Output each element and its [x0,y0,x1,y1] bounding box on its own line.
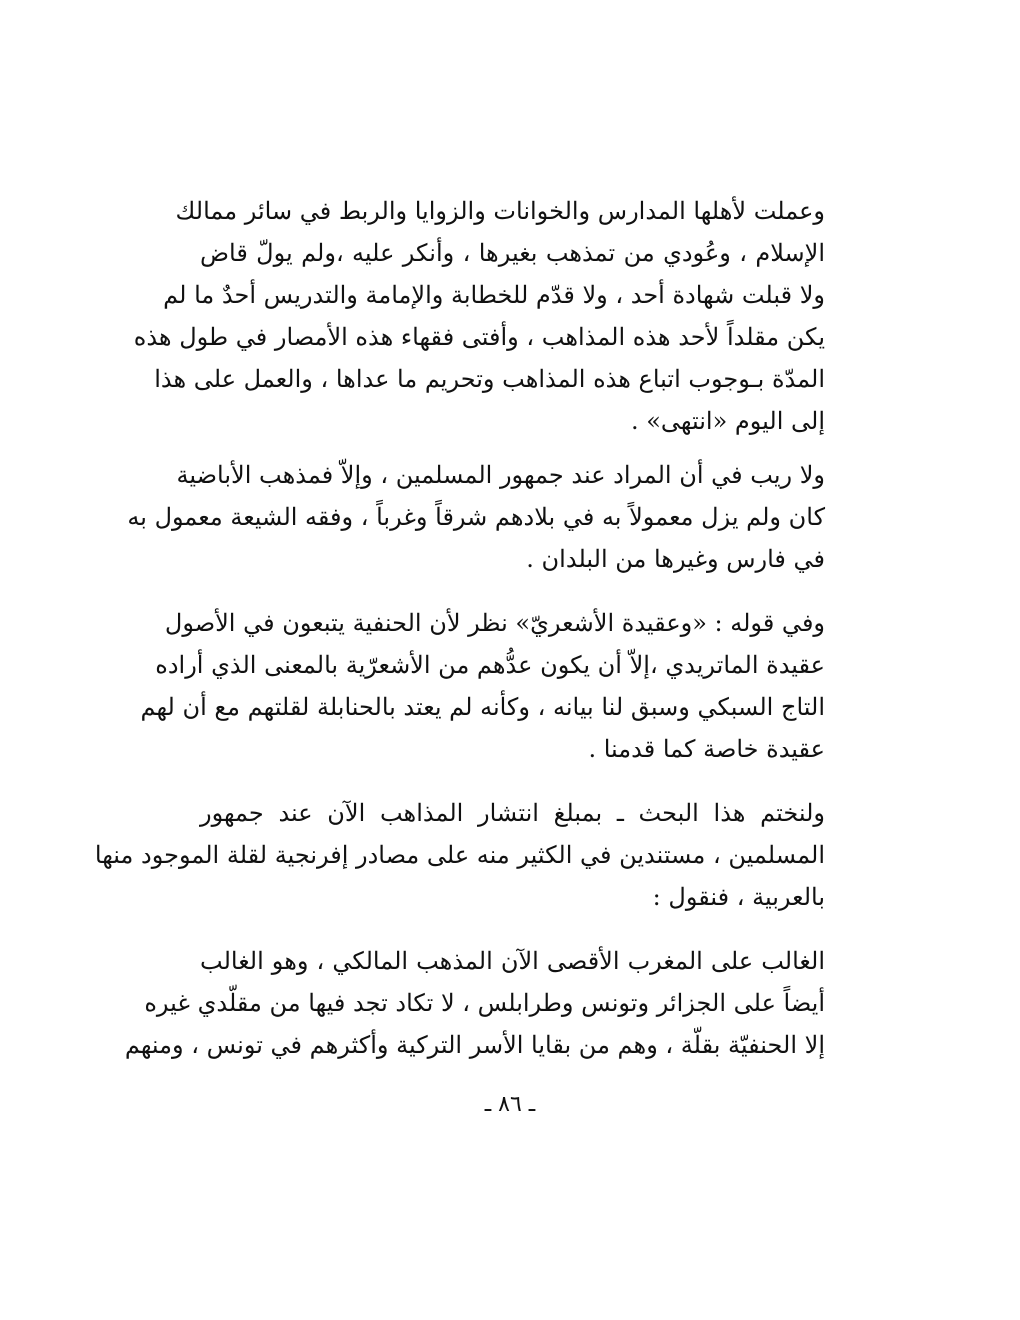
text-line: يكن مقلداً لأحد هذه المذاهب ، وأفتى فقهاء هذه الأمصار في طول هذه [133,323,825,351]
text-line: ولا قبلت شهادة أحد ، ولا قدّم للخطابة والإمامة والتدريس أحدٌ ما لم [163,281,825,309]
text-line: ولا ريب في أن المراد عند جمهور المسلمين ، وإلاّ فمذهب الأباضية [176,461,825,489]
text-line: بالعربية ، فنقول : [652,883,825,911]
body-text [94,190,825,1066]
text-line: كان ولم يزل معمولاً به في بلادهم شرقاً وغرباً ، وفقه الشيعة معمول به [127,503,825,531]
paragraph-5 [124,940,825,1066]
text-line: المدّة بـوجوب اتباع هذه المذاهب وتحريم ما عداها ، والعمل على هذا [154,365,825,393]
text-line: التاج السبكي وسبق لنا بيانه ، وكأنه لم يعتد بالحنابلة لقلتهم مع أن لهم [140,693,825,721]
text-line: المسلمين ، مستندين في الكثير منه على مصادر إفرنجية لقلة الموجود منها [94,841,825,869]
text-line: في فارس وغيرها من البلدان . [526,545,825,573]
text-line: وعملت لأهلها المدارس والخوانات والزوايا والربط في سائر ممالك [175,197,825,225]
text-line: ولنختم هذا البحث ـ بمبلغ انتشار المذاهب الآن عند جمهور [200,799,825,827]
text-line: الإسلام ، وعُودي من تمذهب بغيرها ، وأنكر عليه ،ولم يولّ قاض [200,239,825,267]
paragraph-4 [94,792,825,918]
paragraph-3 [140,602,825,770]
paragraph-2 [127,454,825,580]
text-line: إلا الحنفيّة بقلّة ، وهم من بقايا الأسر التركية وأكثرهم في تونس ، ومنهم [124,1031,825,1059]
page-number: ـ ٨٦ ـ [484,1092,536,1117]
paragraph-1 [133,190,825,442]
text-line: الغالب على المغرب الأقصى الآن المذهب المالكي ، وهو الغالب [200,947,825,975]
text-line: وفي قوله : «وعقيدة الأشعريّ» نظر لأن الحنفية يتبعون في الأصول [164,609,825,637]
text-line: إلى اليوم «انتهى» . [630,407,825,435]
text-line: عقيدة خاصة كما قدمنا . [588,735,825,763]
text-line: أيضاً على الجزائر وتونس وطرابلس ، لا تكاد تجد فيها من مقلّدي غيره [144,989,825,1017]
text-line: عقيدة الماتريدي ،إلاّ أن يكون عدُّهم من الأشعرّية بالمعنى الذي أراده [155,651,825,679]
